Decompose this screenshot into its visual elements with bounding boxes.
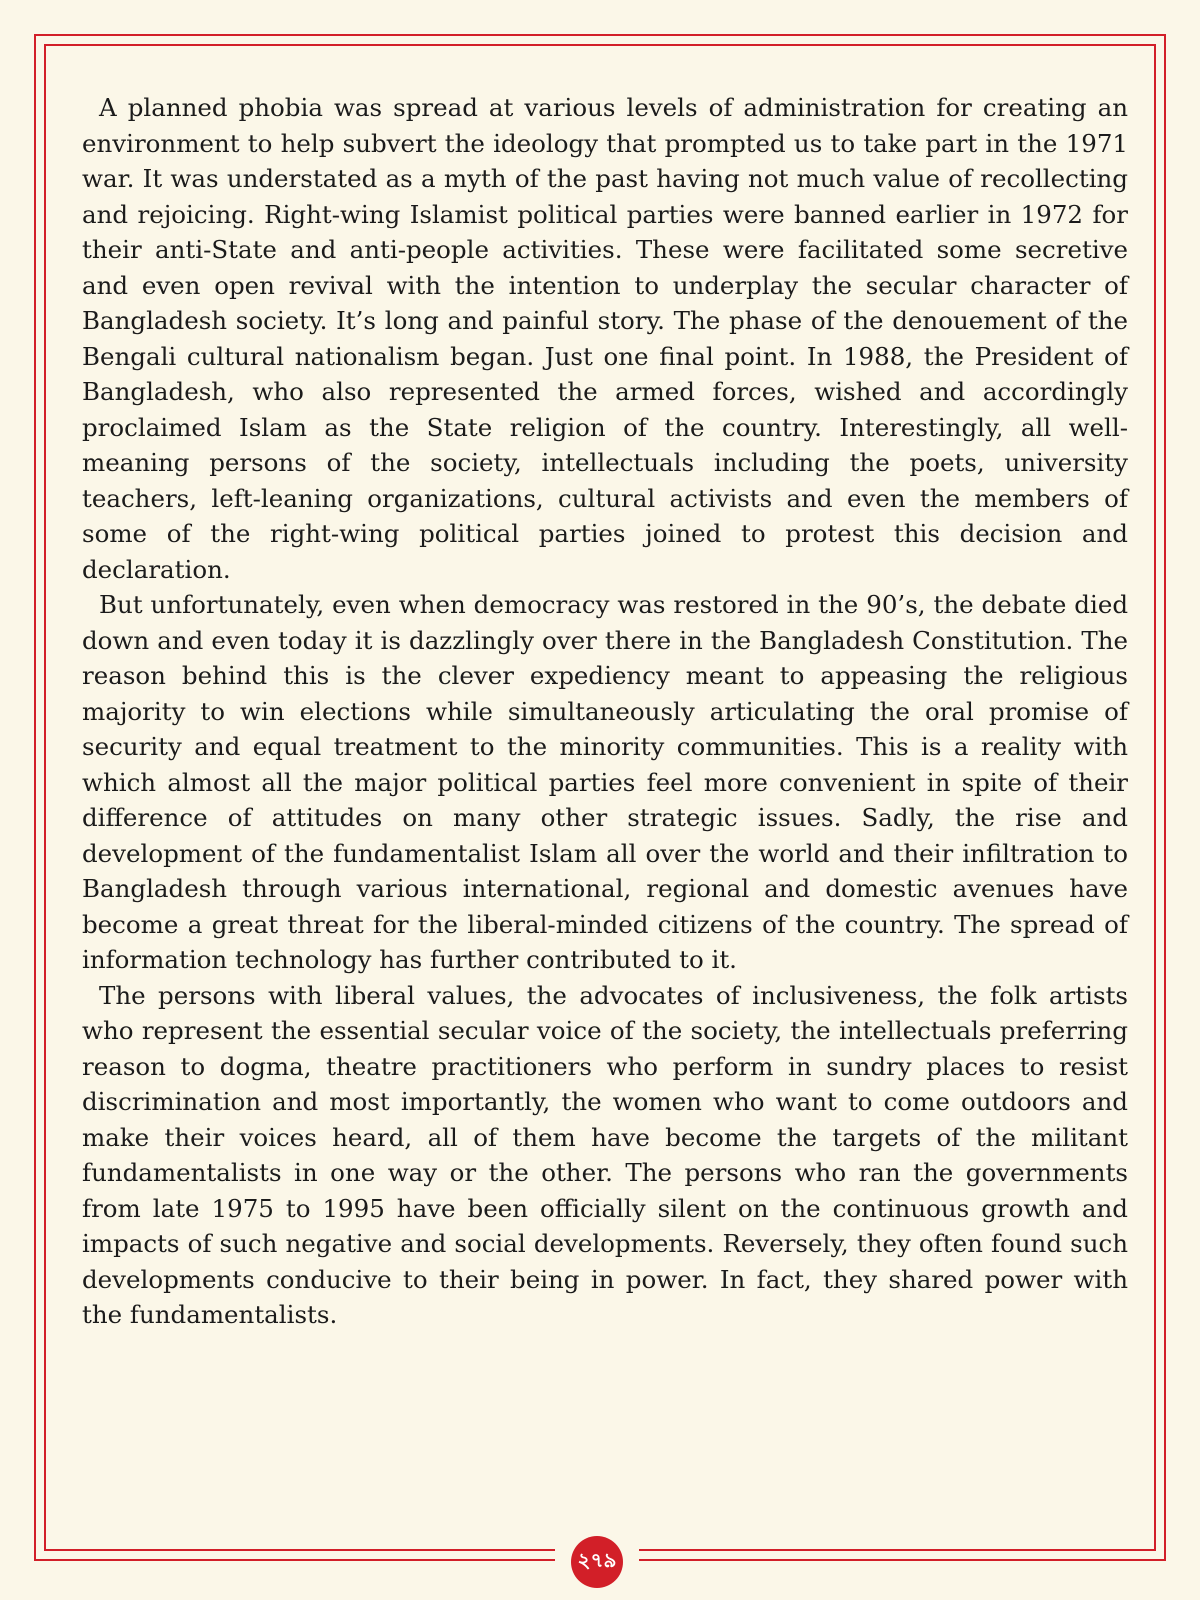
paragraph-1: A planned phobia was spread at various levels of administration for creating an environment to help subvert the ideology that prompted us to take part in the 1971 war. It was understated as a myth of the past having not much value of recollecting and rejoicing. Right-wing Islamist political parties were banned earlier in 1972 for their anti-State and anti-people activities. These were facilitated some secretive and even open revival with the intention to underplay the secular character of Bangladesh society. It’s long and painful story. The phase of the denouement of the Bengali cultural nationalism began. Just one final point. In 1988, the President of Bangladesh, who also represented the armed forces, wished and accordingly proclaimed Islam as the State religion of the country. Interestingly, all well-meaning persons of the society, intellectuals including the poets, university teachers, left-leaning organizations, cultural activists and even the members of some of the right-wing political parties joined to protest this decision and declaration.: [82, 93, 1128, 584]
body-text: [82, 90, 1128, 1333]
paragraph-2: But unfortunately, even when democracy was restored in the 90’s, the debate died down and even today it is dazzlingly over there in the Bangladesh Constitution. The reason behind this is the clever expediency meant to appeasing the religious majority to win elections while simultaneously articulating the oral promise of security and equal treatment to the minority communities. This is a reality with which almost all the major political parties feel more convenient in spite of their difference of attitudes on many other strategic issues. Sadly, the rise and development of the fundamentalist Islam all over the world and their infiltration to Bangladesh through various international, regional and domestic avenues have become a great threat for the liberal-minded citizens of the country. The spread of information technology has further contributed to it.: [82, 590, 1128, 974]
paragraph-3: The persons with liberal values, the advocates of inclusiveness, the folk artists who represent the essential secular voice of the society, the intellectuals preferring reason to dogma, theatre practitioners who perform in sundry places to resist discrimination and most importantly, the women who want to come outdoors and make their voices heard, all of them have become the targets of the militant fundamentalists in one way or the other. The persons who ran the governments from late 1975 to 1995 have been officially silent on the continuous growth and impacts of such negative and social developments. Reversely, they often found such developments conducive to their being in power. In fact, they shared power with the fundamentalists.: [82, 980, 1128, 1329]
page-number-badge: ২৭৯: [571, 1536, 623, 1588]
